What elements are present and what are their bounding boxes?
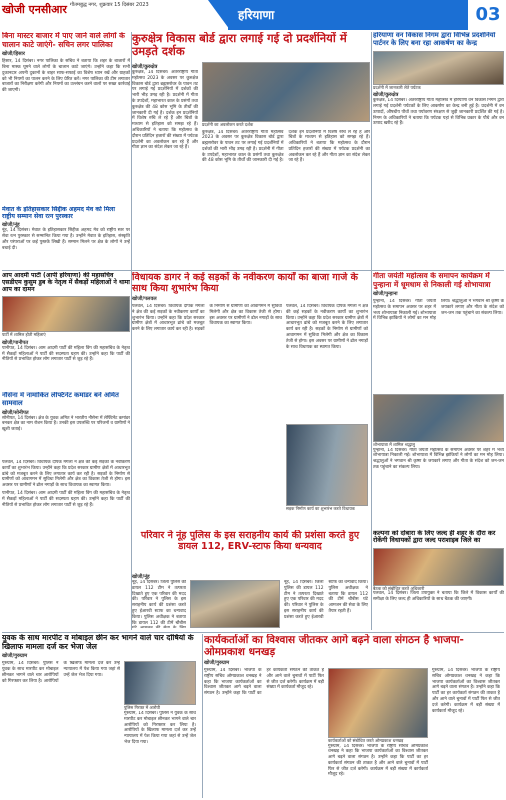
article-mla-roads bbox=[132, 272, 368, 527]
article-district-tour bbox=[373, 530, 504, 630]
section-band-tail bbox=[208, 0, 230, 30]
article-body-cols: नूंह, 14 दिसंबर। जिला पुलिस की डायल 112 टीम ने तत्परता दिखाते हुए एक परिवार की मदद की। परिवार ने पुलिस के इस सराहनीय कार्य की प्रशंसा करते हुए ईआरवी स्टाफ का धन्यवाद किया। पुलिस अधीक्षक ने बताया कि डायल 112 की टीमें चौबीस घंटे आमजन की सेवा के लिए तैयार रहती हैं। bbox=[284, 580, 368, 620]
headline: युवक के साथ मारपीट व मोबाइल छीन कर भागने वाले चार दोषियों के खिलाफ मामला दर्ज कर भेजा जेल bbox=[2, 634, 194, 651]
logo-box bbox=[0, 0, 68, 30]
article-geeta-procession bbox=[373, 272, 504, 527]
headline: नौसेना में नामांकित लेफ्टिनेंट कमांडर बने अमित सामवाल bbox=[2, 392, 119, 407]
byline: खोजी/कुरुक्षेत्र bbox=[373, 92, 399, 99]
article-mobile-snatching bbox=[2, 634, 200, 798]
article-mewat-historian bbox=[2, 206, 130, 268]
photo-caption: प्रदर्शनी का अवलोकन करते दर्शक bbox=[202, 122, 254, 127]
article-body-cols: गुरुग्राम, 14 दिसंबर। भाजपा के राष्ट्रीय सचिव ओमप्रकाश धनखड़ ने कहा कि भाजपा कार्यकर्ताओं का विश्वास जीतकर आगे बढ़ने वाला संगठन है। उन्होंने कहा कि पार्टी का हर कार्यकर्ता संगठन की ताकत है और आने वाले चुनावों में पार्टी फिर से जीत दर्ज करेगी। कार्यक्रम में बड़ी संख्या में कार्यकर्ता मौजूद रहे। bbox=[204, 668, 324, 697]
article-body: पलवल, 14 दिसंबर। विधायक दीपक मंगला ने क्षेत्र की कई सड़कों के नवीकरण कार्यों का शुभारंभ किया। उन्होंने कहा कि प्रदेश सरकार ग्रामीण क्षेत्रों में आधारभूत ढांचे को मजबूत करने के लिए लगातार कार्य कर रही है। सड़कों के निर्माण से ग्रामीणों को आवागमन में सुविधा मिलेगी और क्षेत्र का विकास तेजी से होगा। इस अवसर पर ग्रामीणों ने ढोल नगाड़ों के साथ विधायक का स्वागत किया। bbox=[2, 460, 130, 489]
article-forest-corp bbox=[373, 32, 504, 268]
article-body: कुरुक्षेत्र, 14 दिसंबर। अंतरराष्ट्रीय गीता महोत्सव में हरियाणा वन विकास निगम द्वारा लगाई गई प्रदर्शनी पर्यटकों के लिए आकर्षण का केन्द्र बनी हुई है। प्रदर्शनी में वन उत्पादों, औषधीय पौधों तथा पर्यावरण संरक्षण से जुड़ी जानकारी प्रदर्शित की गई है। निगम के अधिकारियों ने बताया कि पर्यटक यहां से विभिन्न प्रकार के पौधे और वन उत्पाद खरीद रहे हैं। bbox=[373, 98, 504, 127]
article-photo bbox=[328, 668, 428, 738]
article-body-col1: नूंह, 14 दिसंबर। जिला पुलिस की डायल 112 टीम ने तत्परता दिखाते हुए एक परिवार की मदद की। परिवार ने पुलिस के इस सराहनीय कार्य की प्रशंसा करते हुए ईआरवी स्टाफ का धन्यवाद किया। पुलिस अधीक्षक ने बताया कि डायल 112 की टीमें चौबीस bbox=[132, 580, 186, 626]
section-title: हरियाणा bbox=[238, 8, 275, 22]
article-photo bbox=[124, 661, 196, 705]
article-photo bbox=[2, 296, 130, 332]
byline: खोजी/पलवल bbox=[132, 296, 157, 302]
headline: मेवात के इतिहासकार सिद्दीक अहमद मेव को मिला राष्ट्रीय सम्मान सेवा रत्न पुरस्कार bbox=[2, 206, 115, 221]
article-photo bbox=[202, 62, 370, 122]
article-photo bbox=[373, 51, 504, 85]
headline: परिवार ने नूंह पुलिस के इस सराहनीय कार्य की प्रशंसा करते हुए डायल 112, ERV-स्टाफ किया धन्यवाद bbox=[140, 530, 360, 552]
byline: खोजी/नूंह bbox=[2, 222, 20, 229]
photo-caption: बैठक को संबोधित करते अधिकारी bbox=[373, 585, 425, 591]
article-navy-officer bbox=[2, 392, 130, 458]
photo-caption: प्रदर्शनी में जानकारी लेते पर्यटक bbox=[373, 84, 421, 90]
photo-caption: पुलिस गिरफ्त में आरोपी bbox=[124, 705, 160, 711]
article-photo bbox=[373, 548, 504, 586]
article-nuh-police-body bbox=[132, 572, 368, 630]
article-photo bbox=[373, 394, 504, 442]
headline: हरियाणा वन विकास निगम द्वारा विभिन्न प्रदर्शनियों पार्टनर के लिए बना रहा आकर्षण का केन्द्र bbox=[373, 32, 496, 47]
byline: खोजी/सोनीपत bbox=[2, 409, 29, 416]
article-body: गुरुग्राम, 14 दिसंबर। भाजपा के राष्ट्रीय सचिव ओमप्रकाश धनखड़ ने कहा कि भाजपा कार्यकर्ताओं का विश्वास जीतकर आगे बढ़ने वाला संगठन है। उन्होंने कहा कि पार्टी का हर कार्यकर्ता संगठन की ताकत है और आने वाले चुनावों में पार्टी फिर से जीत दर्ज करेगी। कार्यक्रम में बड़ी संख्या में कार्यकर्ता मौजूद रहे। bbox=[328, 743, 428, 778]
photo-caption: कार्यकर्ताओं को संबोधित करते ओमप्रकाश धनखड़ bbox=[328, 738, 404, 743]
byline: खोजी/पानीपत bbox=[2, 339, 29, 346]
headline: कल्पना को दोबारा के लिए जल्द ही शहर के दौरा कर रोकेंगी विधायकों द्वारा जल्द पराशाइब जिले का bbox=[373, 530, 496, 545]
page-number: 03 bbox=[470, 0, 506, 30]
article-kurukshetra-exhibition bbox=[132, 32, 370, 268]
article-photo bbox=[190, 580, 280, 628]
edition-meta: गौतमबुद्ध नगर, शुक्रवार 15 दिसंबर 2023 bbox=[70, 2, 149, 8]
headline: कुरुक्षेत्र विकास बोर्ड द्वारा लगाई गई दो प्रदर्शनियों में उमड़ते दर्शक bbox=[132, 32, 347, 58]
article-body-cols: गुरुग्राम, 14 दिसंबर। पुलिस ने युवक के साथ मारपीट कर मोबाइल छीनकर भागने वाले चार आरोपियों को गिरफ्तार कर लिया है। आरोपियों के खिलाफ मामला दर्ज कर उन्हें न्यायालय में पेश किया गया जहां से उन्हें जेल भेज दिया गया। bbox=[2, 661, 120, 684]
article-body: पुन्हाना, 14 दिसंबर। गीता जयंती महोत्सव के समापन अवसर पर शहर में भव्य शोभायात्रा निकाली गई। शोभायात्रा में विभिन्न झांकियों ने लोगों का मन मोह लिया। श्रद्धालुओं ने भगवान श्री कृष्ण के जयकारे लगाए और गीता के संदेश को जन-जन तक पहुंचाने का संकल्प लिया। bbox=[373, 447, 504, 470]
headline: आप आदमी पार्टी (आपी हरियाणा) की महासचिव एसडीएम कुसुम डुब के नेतृत्व में सैकड़ों महिलाओं ने थामा आप का दामन bbox=[2, 272, 130, 294]
headline: बिना मास्टर बाजार में पाए जाने वाले लोगों के चालान काटे जाएंगे- सचिन लगर पालिका bbox=[2, 32, 125, 49]
article-body-cols: कुरुक्षेत्र, 14 दिसंबर। अंतरराष्ट्रीय गीता महोत्सव 2023 के अवसर पर कुरुक्षेत्र विकास बोर्ड द्वारा ब्रह्मसरोवर के पावन तट पर लगाई गई प्रदर्शनियों में दर्शकों की भारी भीड़ उमड़ रही है। प्रदर्शनी में गीता के उपदेशों, महाभारत काल के प्रसंगों तथा कुरुक्षेत्र की 48 कोस भूमि के तीर्थों की जानकारी दी गई है। दर्शक इन प्रदर्शनियों में विशेष रुचि ले रहे हैं और चित्रों के माध्यम से इतिहास को समझ रहे हैं। अधिकारियों ने बताया कि महोत्सव के दौरान प्रतिदिन हजारों की संख्या में पर्यटक प्रदर्शनी का अवलोकन कर रहे हैं और गीता ज्ञान का संदेश लेकर जा रहे हैं। bbox=[202, 129, 370, 164]
article-navy-continued bbox=[2, 460, 130, 630]
article-body-col1: कुरुक्षेत्र, 14 दिसंबर। अंतरराष्ट्रीय गीता महोत्सव 2023 के अवसर पर कुरुक्षेत्र विकास बोर्ड द्वारा ब्रह्मसरोवर के पावन तट पर लगाई गई प्रदर्शनियों में दर्शकों की भारी भीड़ उमड़ रही है। प्रदर्शनी में गीता के उपदेशों, महाभारत काल के प्रसंगों तथा कुरुक्षेत्र की 48 कोस भूमि के तीर्थों की जानकारी दी गई है। दर्शक इन प्रदर्शनियों में विशेष रुचि ले रहे हैं और चित्रों के माध्यम से इतिहास को समझ रहे हैं। अधिकारियों ने बताया कि महोत्सव के दौरान प्रतिदिन हजारों की संख्या में पर्यटक प्रदर्शनी का अवलोकन कर रहे हैं और गीता ज्ञान का संदेश लेकर जा रहे हैं। bbox=[132, 70, 198, 151]
article-body: गुरुग्राम, 14 दिसंबर। पुलिस ने युवक के साथ मारपीट कर मोबाइल छीनकर भागने वाले चार आरोपियों को गिरफ्तार कर लिया है। आरोपियों के खिलाफ मामला दर्ज कर उन्हें न्यायालय में पेश किया गया जहां से उन्हें जेल भेज दिया गया। bbox=[124, 710, 196, 745]
byline: खोजी/गुरुग्राम bbox=[2, 653, 28, 660]
article-bjp-dhankhar bbox=[204, 634, 504, 798]
article-body-extra: पानीपत, 14 दिसंबर। आम आदमी पार्टी की महिला विंग की महासचिव के नेतृत्व में सैकड़ों महिलाओं ने पार्टी की सदस्यता ग्रहण की। उन्होंने कहा कि पार्टी की नीतियों से प्रभावित होकर लोग लगातार पार्टी से जुड़ रहे हैं। bbox=[2, 490, 130, 508]
byline: खोजी/गुरुग्राम bbox=[204, 660, 230, 666]
article-body: सोनीपत, 14 दिसंबर। क्षेत्र के युवक अमित ने भारतीय नौसेना में लेफ्टिनेंट कमांडर बनकर क्षेत्र का नाम रोशन किया है। उनकी इस उपलब्धि पर परिजनों व ग्रामीणों ने खुशी जताई। bbox=[2, 415, 130, 433]
masthead bbox=[0, 0, 506, 30]
article-body: पलवल, 14 दिसंबर। जिला उपायुक्त ने बताया कि जिले में विकास कार्यों की समीक्षा के लिए जल्द ही अधिकारियों के साथ बैठक की जाएगी। bbox=[373, 591, 504, 603]
article-body: पानीपत, 14 दिसंबर। आम आदमी पार्टी की महिला विंग की महासचिव के नेतृत्व में सैकड़ों महिलाओं ने पार्टी की सदस्यता ग्रहण की। उन्होंने कहा कि पार्टी की नीतियों से प्रभावित होकर लोग लगातार पार्टी से जुड़ रहे हैं। bbox=[2, 345, 130, 363]
byline: खोजी/कुरुक्षेत्र bbox=[132, 64, 158, 70]
byline: खोजी/हिसार bbox=[2, 51, 25, 58]
photo-caption: सड़क निर्माण कार्य का शुभारंभ करते विधायक bbox=[286, 506, 355, 511]
article-aap-women bbox=[2, 272, 130, 390]
article-body-side: पलवल, 14 दिसंबर। विधायक दीपक मंगला ने क्षेत्र की कई सड़कों के नवीकरण कार्यों का शुभारंभ किया। उन्होंने कहा कि प्रदेश सरकार ग्रामीण क्षेत्रों में आधारभूत ढांचे को मजबूत करने के लिए लगातार कार्य कर रही है। सड़कों के निर्माण से ग्रामीणों को आवागमन में सुविधा मिलेगी और क्षेत्र का विकास तेजी से होगा। इस अवसर पर ग्रामीणों ने ढोल नगाड़ों के साथ विधायक का स्वागत किया। bbox=[286, 304, 368, 350]
byline: खोजी/नूंह bbox=[132, 574, 150, 580]
byline: खोजी/पुन्हाना bbox=[373, 291, 398, 298]
article-body-cols: पुन्हाना, 14 दिसंबर। गीता जयंती महोत्सव के समापन अवसर पर शहर में भव्य शोभायात्रा निकाली गई। शोभायात्रा में विभिन्न झांकियों ने लोगों का मन मोह लिया। श्रद्धालुओं ने भगवान श्री कृष्ण के जयकारे लगाए और गीता के संदेश को जन-जन तक पहुंचाने का संकल्प लिया। bbox=[373, 299, 504, 322]
newspaper-logo: खोजी एनसीआर bbox=[2, 3, 67, 16]
headline: कार्यकर्ताओं का विश्वास जीतकर आगे बढ़ने वाला संगठन है भाजपा-ओमप्रकाश धनखड़ bbox=[204, 634, 464, 658]
photo-caption: शोभायात्रा में शामिल श्रद्धालु bbox=[373, 442, 415, 448]
headline: गीता जयंती महोत्सव के समापन कार्यक्रम में पुन्हाना में धूमधाम से निकाली गई शोभायात्रा bbox=[373, 272, 491, 289]
article-market-mask bbox=[2, 32, 130, 204]
article-photo bbox=[286, 424, 368, 506]
article-body-cols: पलवल, 14 दिसंबर। विधायक दीपक मंगला ने क्षेत्र की कई सड़कों के नवीकरण कार्यों का शुभारंभ किया। उन्होंने कहा कि प्रदेश सरकार ग्रामीण क्षेत्रों में आधारभूत ढांचे को मजबूत करने के लिए लगातार कार्य कर रही है। सड़कों के निर्माण से ग्रामीणों को आवागमन में सुविधा मिलेगी और क्षेत्र का विकास तेजी से होगा। इस अवसर पर ग्रामीणों ने ढोल नगाड़ों के साथ विधायक का स्वागत किया। bbox=[132, 304, 282, 333]
article-body-right: गुरुग्राम, 14 दिसंबर। भाजपा के राष्ट्रीय सचिव ओमप्रकाश धनखड़ ने कहा कि भाजपा कार्यकर्ताओं का विश्वास जीतकर आगे बढ़ने वाला संगठन है। उन्होंने कहा कि पार्टी का हर कार्यकर्ता संगठन की ताकत है और आने वाले चुनावों में पार्टी फिर से जीत दर्ज करेगी। कार्यक्रम में बड़ी संख्या में कार्यकर्ता मौजूद रहे। bbox=[432, 668, 500, 714]
article-body: हिसार, 14 दिसंबर। नगर पालिका के सचिव ने बताया कि शहर के बाजारों में बिना मास्क घूमने वाले लोगों के चालान काटे जाएंगे। उन्होंने कहा कि सभी दुकानदार अपनी दुकानों के बाहर साफ-सफाई का विशेष ध्यान रखें और ग्राहकों को भी नियमों का पालन करने के लिए प्रेरित करें। नगर पालिका की टीम लगातार बाजारों का निरीक्षण करेगी और नियमों का उल्लंघन करने वालों पर सख्त कार्रवाई की जाएगी। bbox=[2, 59, 130, 94]
article-body: नूंह, 14 दिसंबर। मेवात के इतिहासकार सिद्दीक अहमद मेव को राष्ट्रीय स्तर पर सेवा रत्न पुरस्कार से सम्मानित किया गया है। उन्होंने मेवात के इतिहास, संस्कृति और परंपराओं पर कई पुस्तकें लिखी हैं। सम्मान मिलने पर क्षेत्र के लोगों ने उन्हें बधाई दी। bbox=[2, 228, 130, 251]
photo-caption: पार्टी में शामिल होती महिलाएं bbox=[2, 332, 46, 338]
headline: विधायक डागर ने कई सड़कों के नवीकरण कार्यों का बाजा गाजे के साथ किया शुभारंभ किया bbox=[132, 272, 358, 294]
